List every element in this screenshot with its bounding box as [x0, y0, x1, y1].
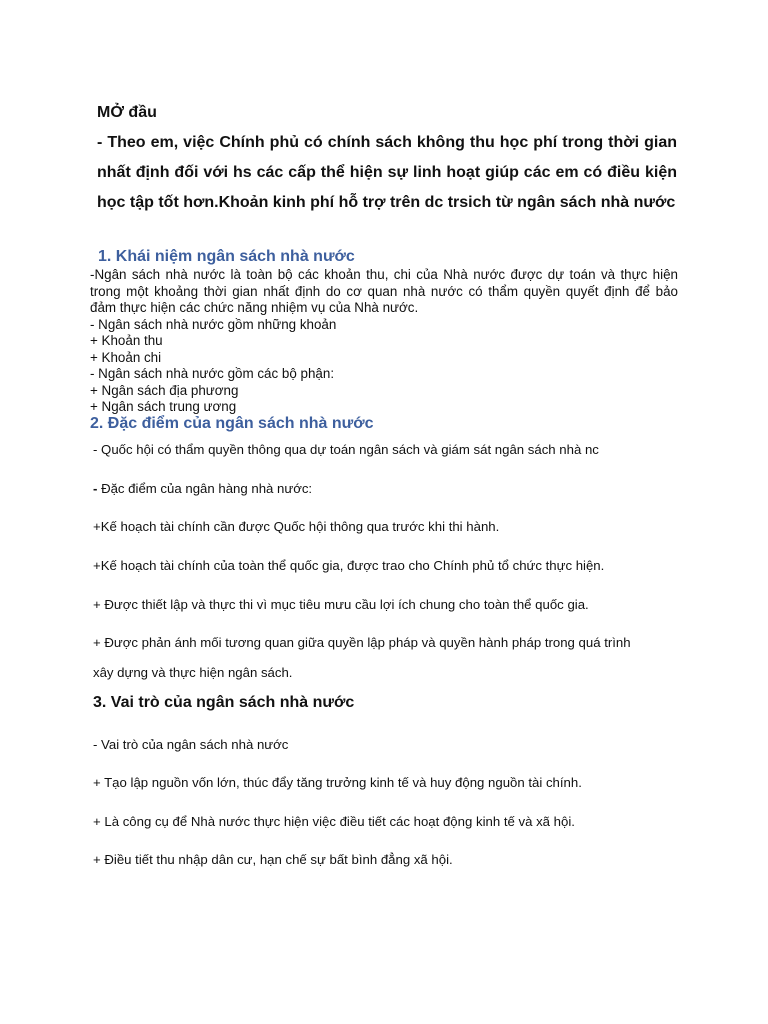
list-item: + Khoản thu — [90, 333, 163, 348]
list-item: - Ngân sách nhà nước gồm các bộ phận: — [90, 366, 335, 381]
definition-line: đảm thực hiện các chức năng nhiệm vụ của Nhà nước. — [90, 300, 419, 315]
intro-line: sách nhà nước — [559, 194, 676, 211]
section2-paragraph — [93, 479, 312, 499]
dash-marker: - — [93, 481, 98, 496]
section2-paragraph: +Kế hoạch tài chính cần được Quốc hội thông qua trước khi thi hành. — [93, 519, 500, 534]
intro-line: - Theo em, việc Chính phủ có chính sách không thu học phí trong thời — [97, 134, 640, 151]
section3-paragraph: + Là công cụ để Nhà nước thực hiện việc điều tiết các hoạt động kinh tế và xã hội. — [93, 814, 575, 829]
intro-title: MỞ đầu — [97, 104, 157, 121]
section3-heading: 3. Vai trò của ngân sách nhà nước — [93, 694, 355, 711]
intro-block — [97, 98, 677, 218]
section2-paragraph: - Quốc hội có thẩm quyền thông qua dự toán ngân sách và giám sát ngân sách nhà nc — [93, 442, 599, 457]
section1-body — [90, 267, 678, 416]
definition-line: -Ngân sách nhà nước là toàn bộ các khoản thu, chi của Nhà nước được dự toán và thực hiện — [90, 267, 678, 282]
intro-line: điều kiện học tập tốt hơn.Khoản kinh phí hỗ trợ trên dc trsich từ ngân — [97, 164, 677, 211]
section2-paragraph: + Được thiết lập và thực thi vì mục tiêu mưu cầu lợi ích chung cho toàn thể quốc gia. — [93, 597, 589, 612]
list-item: - Ngân sách nhà nước gồm những khoản — [90, 316, 337, 332]
section2-paragraph-text: Đặc điểm của ngân hàng nhà nước: — [97, 481, 313, 496]
section2-heading: 2. Đặc điểm của ngân sách nhà nước — [90, 415, 374, 432]
section3-paragraph: + Điều tiết thu nhập dân cư, hạn chế sự bất bình đẳng xã hội. — [93, 852, 453, 867]
section2-paragraph — [93, 628, 631, 688]
definition-line: trong một khoảng thời gian nhất định do cơ quan nhà nước có thẩm quyền quyết định để bảo — [90, 283, 678, 299]
section3-paragraph: + Tạo lập nguồn vốn lớn, thúc đẩy tăng trưởng kinh tế và huy động nguồn tài chính. — [93, 775, 582, 790]
section3-paragraph: - Vai trò của ngân sách nhà nước — [93, 737, 289, 752]
section1-heading: 1. Khái niệm ngân sách nhà nước — [98, 248, 355, 265]
list-item: + Khoản chi — [90, 349, 162, 365]
paragraph-line: + Được phản ánh mối tương quan giữa quyền lập pháp và quyền hành pháp trong quá trình — [93, 635, 631, 650]
list-item: + Ngân sách địa phương — [90, 382, 239, 398]
intro-line: gian nhất định đối với hs các cấp thể hiện sự linh hoạt giúp các em có — [97, 134, 677, 181]
paragraph-line: xây dựng và thực hiện ngân sách. — [93, 665, 293, 680]
list-item: + Ngân sách trung ương — [90, 399, 237, 414]
section2-paragraph: +Kế hoạch tài chính của toàn thể quốc gia, được trao cho Chính phủ tổ chức thực hiện. — [93, 558, 605, 573]
